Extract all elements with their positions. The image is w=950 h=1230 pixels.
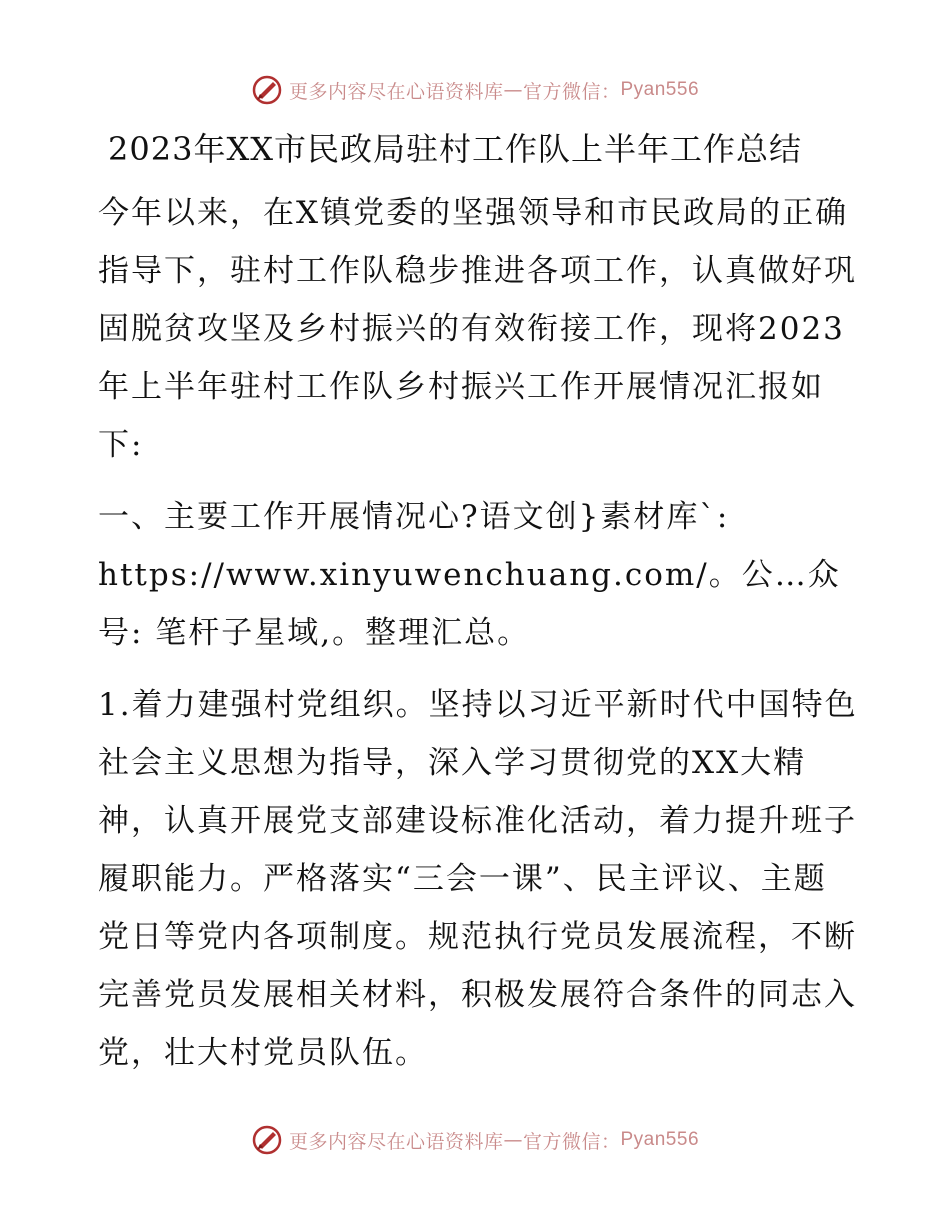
watermark-separator: — [503,1129,523,1151]
paragraph-intro: 今年以来，在X镇党委的坚强领导和市民政局的正确指导下，驻村工作队稳步推进各项工作，认真做好巩固脱贫攻坚及乡村振兴的有效衔接工作，现将2023年上半年驻村工作队乡村振兴工作开展情况汇报如下: [98,195,857,463]
watermark-text: 更多内容尽在心语资料库 [288,80,504,103]
watermark-wechat-id: Pyan556 [620,79,700,100]
footer-watermark [0,1120,950,1160]
header-watermark [0,70,950,110]
watermark-text: 更多内容尽在心语资料库 [288,1130,504,1153]
watermark-separator: — [503,79,523,101]
watermark-wechat-label: 官方微信： [522,80,621,103]
document-body [98,126,858,1096]
paragraph-section-heading: 一、主要工作开展情况心?语文创}素材库`: https://www.xinyuwenchuang.com/。公…众号: 笔杆子星域,。整理汇总。 [98,499,841,651]
brand-logo-icon [251,74,283,106]
document-title: 2023年XX市民政局驻村工作队上半年工作总结 [108,130,803,168]
watermark-wechat-id: Pyan556 [620,1129,700,1150]
brand-logo-icon [251,1124,283,1156]
watermark-wechat-label: 官方微信： [522,1130,621,1153]
paragraph-item-1: 1.着力建强村党组织。坚持以习近平新时代中国特色社会主义思想为指导，深入学习贯彻党的XX大精神，认真开展党支部建设标准化活动，着力提升班子履职能力。严格落实“三会一课”、民主评议、主题党日等党内各项制度。规范执行党员发展流程，不断完善党员发展相关材料，积极发展符合条件的同志入党，壮大村党员队伍。 [98,687,858,1071]
